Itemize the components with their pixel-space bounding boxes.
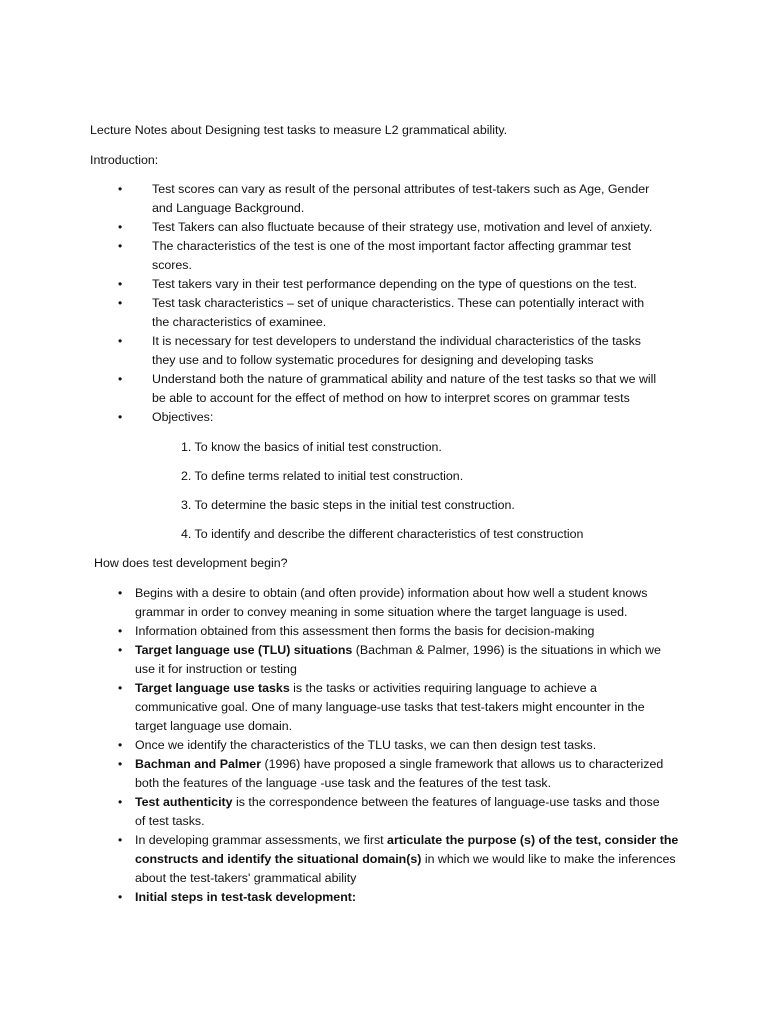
- list-item-continuation: scores.: [152, 258, 192, 272]
- objective-item: 3. To determine the basic steps in the initial test construction.: [181, 498, 515, 512]
- list-item: Information obtained from this assessment then forms the basis for decision-making: [135, 624, 595, 638]
- bold-term: Bachman and Palmer: [135, 757, 262, 771]
- bold-term: Initial steps in test-task development:: [135, 890, 357, 904]
- list-item: [135, 641, 661, 660]
- bullet-marker: •: [118, 681, 123, 695]
- list-item: The characteristics of the test is one of the most important factor affecting grammar test: [152, 239, 632, 253]
- objective-item: 1. To know the basics of initial test construction.: [181, 440, 442, 454]
- list-item: [135, 793, 660, 812]
- list-item: [135, 679, 597, 698]
- list-item-continuation: use it for instruction or testing: [135, 662, 297, 676]
- list-item: Understand both the nature of grammatical ability and nature of the test tasks so that we will: [152, 372, 657, 386]
- bullet-marker: •: [118, 334, 123, 348]
- list-item-continuation: communicative goal. One of many language-use tasks that test-takers might encounter in the: [135, 700, 645, 714]
- list-item-continuation: the characteristics of examinee.: [152, 315, 327, 329]
- bullet-marker: •: [118, 239, 123, 253]
- bullet-marker: •: [118, 220, 123, 234]
- item-text: in which we would like to make the inferences: [421, 852, 676, 866]
- bold-term: Target language use: [135, 643, 259, 657]
- objective-item: 2. To define terms related to initial test construction.: [181, 469, 464, 483]
- list-item: Test Takers can also fluctuate because of their strategy use, motivation and level of anxiety.: [152, 220, 653, 234]
- item-text: (1996) have proposed a single framework that allows us to characterized: [261, 757, 664, 771]
- bullet-marker: •: [118, 795, 123, 809]
- item-text: (Bachman & Palmer, 1996) is the situations in which we: [352, 643, 661, 657]
- intro-heading: Introduction:: [90, 153, 159, 167]
- bullet-marker: •: [118, 372, 123, 386]
- bold-term: articulate the purpose (s) of the test, consider the: [387, 833, 679, 847]
- item-text: is the correspondence between the features of language-use tasks and those: [232, 795, 660, 809]
- document-title: Lecture Notes about Designing test tasks to measure L2 grammatical ability.: [90, 123, 508, 137]
- list-item: It is necessary for test developers to understand the individual characteristics of the tasks: [152, 334, 641, 348]
- bullet-marker: •: [118, 833, 123, 847]
- list-item: [135, 831, 678, 850]
- list-item-continuation: about the test-takers' grammatical ability: [135, 871, 357, 885]
- bullet-marker: •: [118, 738, 123, 752]
- list-item: Begins with a desire to obtain (and often provide) information about how well a student knows: [135, 586, 648, 600]
- bold-term: Target language use tasks: [135, 681, 290, 695]
- list-item: [135, 888, 356, 907]
- list-item-continuation: both the features of the language -use task and the features of the test task.: [135, 776, 552, 790]
- list-item-continuation: and Language Background.: [152, 201, 305, 215]
- bold-term: Test authenticity: [135, 795, 233, 809]
- bold-term: constructs and identify the situational domain(s): [135, 852, 422, 866]
- list-item-continuation: they use and to follow systematic procedures for designing and developing tasks: [152, 353, 594, 367]
- bullet-marker: •: [118, 410, 123, 424]
- bold-term: (TLU) situations: [258, 643, 353, 657]
- section-heading: How does test development begin?: [94, 556, 288, 570]
- item-text: is the tasks or activities requiring language to achieve a: [289, 681, 597, 695]
- list-item-continuation: be able to account for the effect of method on how to interpret scores on grammar tests: [152, 391, 630, 405]
- list-item-continuation: [135, 850, 676, 869]
- bullet-marker: •: [118, 586, 123, 600]
- bullet-marker: •: [118, 277, 123, 291]
- objective-item: 4. To identify and describe the different characteristics of test construction: [181, 527, 584, 541]
- list-item: Once we identify the characteristics of the TLU tasks, we can then design test tasks.: [135, 738, 597, 752]
- bullet-marker: •: [118, 643, 123, 657]
- list-item: Test scores can vary as result of the personal attributes of test-takers such as Age, Gender: [152, 182, 650, 196]
- list-item: [135, 755, 663, 774]
- bullet-marker: •: [118, 182, 123, 196]
- bullet-marker: •: [118, 890, 123, 904]
- list-item-continuation: of test tasks.: [135, 814, 205, 828]
- bullet-marker: •: [118, 624, 123, 638]
- list-item: Objectives:: [152, 410, 214, 424]
- list-item: Test task characteristics – set of unique characteristics. These can potentially interact with: [152, 296, 645, 310]
- bullet-marker: •: [118, 296, 123, 310]
- list-item-continuation: grammar in order to convey meaning in some situation where the target language is used.: [135, 605, 628, 619]
- list-item: Test takers vary in their test performance depending on the type of questions on the test.: [152, 277, 637, 291]
- list-item-continuation: target language use domain.: [135, 719, 293, 733]
- bullet-marker: •: [118, 757, 123, 771]
- item-text: In developing grammar assessments, we first: [135, 833, 388, 847]
